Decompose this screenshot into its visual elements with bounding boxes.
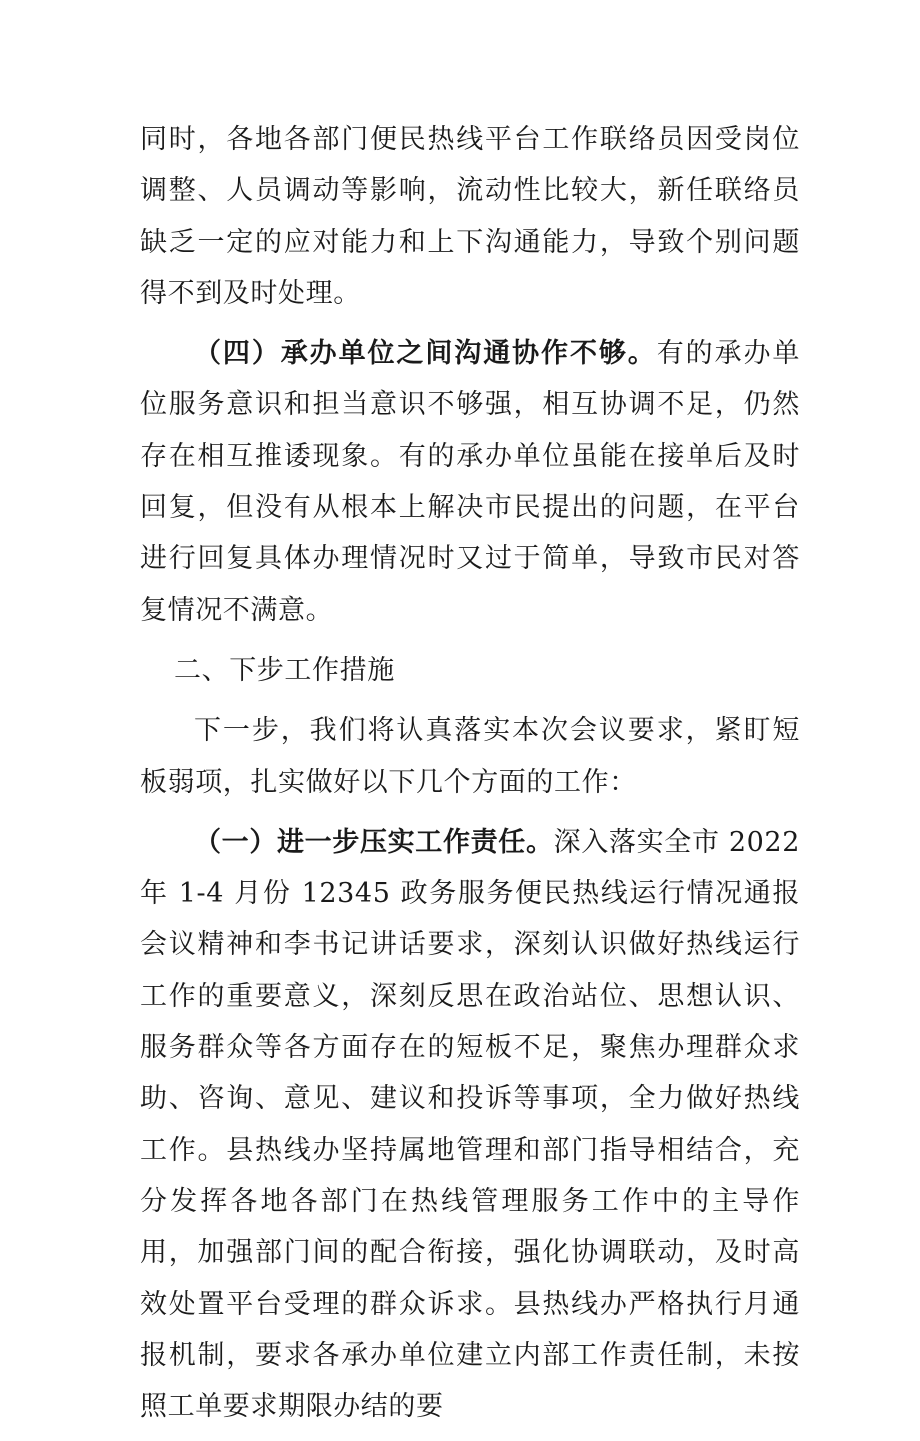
paragraph-continuation (140, 114, 800, 319)
section-heading-next-steps (140, 645, 800, 696)
paragraph-section-four (140, 328, 800, 636)
paragraph-text: 下一步，我们将认真落实本次会议要求，紧盯短板弱项，扎实做好以下几个方面的工作： (140, 715, 800, 798)
paragraph-intro (140, 705, 800, 808)
paragraph-text: 深入落实全市 2022 年 1-4 月份 12345 政务服务便民热线运行情况通报会议精神和李书记讲话要求，深刻认识做好热线运行工作的重要意义，深刻反思在政治站位、思想认识、服务群众等各方面存在的短板不足，聚焦办理群众求助、咨询、意见、建议和投诉等事项，全力做好热线工作。县热线办坚持属地管理和部门指导相结合，充分发挥各地各部门在热线管理服务工作中的主导作用，加强部门间的配合衔接，强化协调联动，及时高效处置平台受理的群众诉求。县热线办严格执行月通报机制，要求各承办单位建立内部工作责任制，未按照工单要求期限办结的要 (140, 826, 800, 1423)
paragraph-measure-one (140, 817, 800, 1433)
paragraph-lead-heading: （一）进一步压实工作责任。 (194, 826, 554, 858)
section-heading-text: 二、下步工作措施 (174, 654, 395, 686)
paragraph-text: 有的承办单位服务意识和担当意识不够强，相互协调不足，仍然存在相互推诿现象。有的承办单位虽能在接单后及时回复，但没有从根本上解决市民提出的问题，在平台进行回复具体办理情况时又过于简单，导致市民对答复情况不满意。 (140, 338, 800, 626)
paragraph-text: 同时，各地各部门便民热线平台工作联络员因受岗位调整、人员调动等影响，流动性比较大，新任联络员缺乏一定的应对能力和上下沟通能力，导致个别问题得不到及时处理。 (140, 124, 800, 309)
paragraph-lead-heading: （四）承办单位之间沟通协作不够。 (194, 338, 657, 370)
document-body (140, 114, 800, 1441)
